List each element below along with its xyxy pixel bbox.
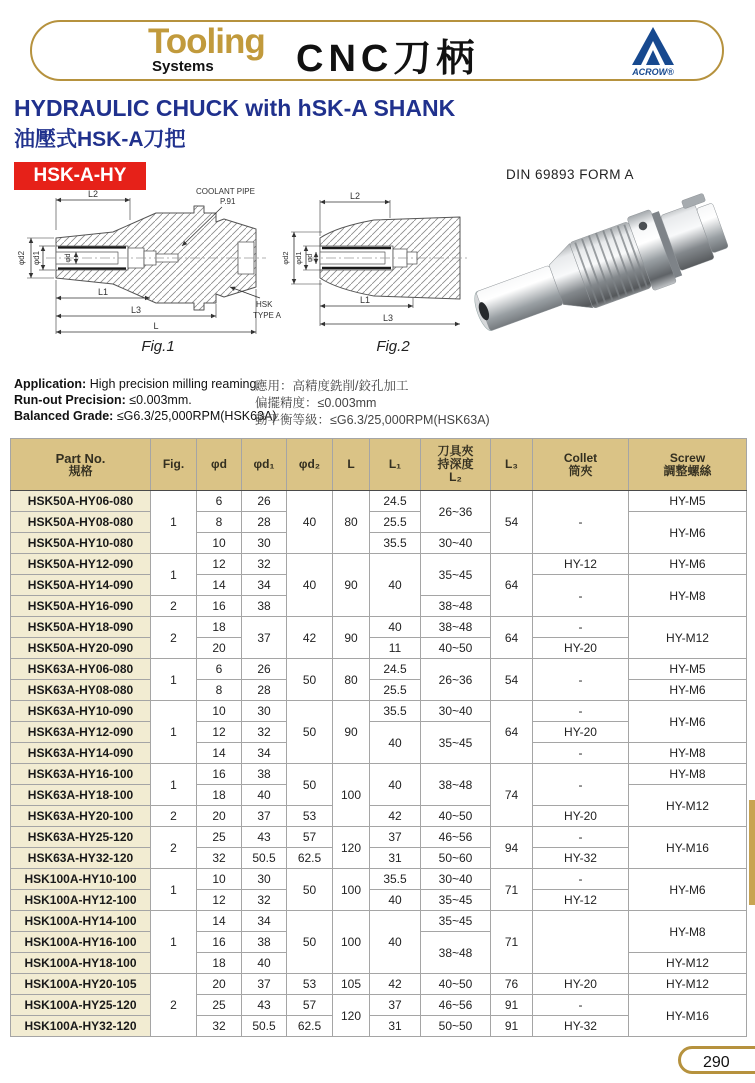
data-cell: 50~50 — [421, 1016, 491, 1037]
data-cell: 105 — [333, 974, 370, 995]
data-cell: 32 — [242, 890, 287, 911]
fig2-dim-L2: L2 — [349, 191, 361, 201]
part-no-cell: HSK63A-HY14-090 — [11, 743, 151, 764]
data-cell: HY-M8 — [629, 743, 747, 764]
data-cell: 20 — [197, 806, 242, 827]
data-cell: 50 — [287, 764, 333, 806]
data-cell: 57 — [287, 827, 333, 848]
data-cell: HY-M6 — [629, 701, 747, 743]
fig1-dim-L: L — [153, 321, 159, 331]
spec-line: Run-out Precision: ≤0.003mm. — [14, 393, 192, 407]
spec-line-zh: 偏擺精度：≤0.003mm — [255, 396, 377, 410]
data-cell: 64 — [491, 701, 533, 764]
data-cell: 35~45 — [421, 890, 491, 911]
fig2-caption: Fig.2 — [376, 338, 410, 355]
din-standard-label: DIN 69893 FORM A — [506, 167, 635, 182]
data-cell: 26 — [242, 659, 287, 680]
data-cell: - — [533, 743, 629, 764]
data-cell: 32 — [197, 848, 242, 869]
part-no-cell: HSK50A-HY10-080 — [11, 533, 151, 554]
data-cell: - — [533, 659, 629, 701]
part-no-cell: HSK63A-HY12-090 — [11, 722, 151, 743]
part-no-cell: HSK63A-HY16-100 — [11, 764, 151, 785]
data-cell: 1 — [151, 869, 197, 911]
data-cell: 38 — [242, 596, 287, 617]
data-cell: 37 — [242, 974, 287, 995]
banner-title: CNC刀柄 — [296, 38, 480, 80]
data-cell: 10 — [197, 701, 242, 722]
data-cell: - — [533, 995, 629, 1016]
table-row — [11, 512, 747, 533]
spec-table — [10, 438, 747, 1037]
header-cell: φd₁ — [242, 439, 287, 491]
data-cell: 37 — [370, 995, 421, 1016]
part-no-cell: HSK50A-HY08-080 — [11, 512, 151, 533]
data-cell: 16 — [197, 764, 242, 785]
header-cell: L — [333, 439, 370, 491]
data-cell: 1 — [151, 491, 197, 554]
data-cell: 40~50 — [421, 638, 491, 659]
table-row — [11, 680, 747, 701]
data-cell: 90 — [333, 701, 370, 764]
part-no-cell: HSK100A-HY18-100 — [11, 953, 151, 974]
data-cell: 35~45 — [421, 722, 491, 764]
data-cell: 40 — [370, 890, 421, 911]
data-cell: 1 — [151, 911, 197, 974]
data-cell: 50 — [287, 911, 333, 974]
data-cell: 76 — [491, 974, 533, 995]
fig1-drawing — [17, 187, 282, 355]
data-cell: 30~40 — [421, 533, 491, 554]
series-badge: HSK-A-HY — [14, 162, 146, 190]
data-cell: 91 — [491, 1016, 533, 1037]
acrow-logo-icon — [627, 25, 679, 77]
spec-notes-zh — [255, 378, 490, 429]
data-cell: 50.5 — [242, 1016, 287, 1037]
part-no-cell: HSK63A-HY06-080 — [11, 659, 151, 680]
header-cell: φd — [197, 439, 242, 491]
data-cell: 62.5 — [287, 848, 333, 869]
data-cell: 53 — [287, 806, 333, 827]
header-cell: L₁ — [370, 439, 421, 491]
fig1-caption: Fig.1 — [141, 338, 175, 355]
fig2-drawing — [281, 191, 468, 355]
data-cell: 32 — [242, 554, 287, 575]
data-cell: 16 — [197, 932, 242, 953]
brand-name: Tooling — [148, 22, 265, 61]
data-cell: 37 — [242, 617, 287, 659]
data-cell: - — [533, 869, 629, 890]
data-cell: 2 — [151, 596, 197, 617]
data-cell: 1 — [151, 764, 197, 806]
data-cell: 40 — [287, 554, 333, 617]
fig2-dim-L1: L1 — [359, 295, 371, 305]
data-cell: 25.5 — [370, 512, 421, 533]
table-row — [11, 827, 747, 848]
data-cell: 12 — [197, 554, 242, 575]
data-cell — [533, 911, 629, 974]
data-cell: 46~56 — [421, 827, 491, 848]
fig1-dim-d: φd — [63, 253, 72, 263]
data-cell: 16 — [197, 596, 242, 617]
data-cell: HY-M12 — [629, 974, 747, 995]
data-cell: HY-M8 — [629, 911, 747, 953]
header-cell: L₃ — [491, 439, 533, 491]
part-no-cell: HSK63A-HY20-100 — [11, 806, 151, 827]
data-cell: 6 — [197, 659, 242, 680]
part-no-cell: HSK100A-HY25-120 — [11, 995, 151, 1016]
data-cell: 18 — [197, 953, 242, 974]
header-cell: Part No. 規格 — [11, 439, 151, 491]
data-cell: 34 — [242, 911, 287, 932]
data-cell: HY-M12 — [629, 785, 747, 827]
spec-line-zh: 應用：高精度銑削/鉸孔加工 — [255, 379, 409, 393]
data-cell: 40 — [242, 953, 287, 974]
fig1-note-hsk: HSK — [256, 300, 273, 309]
data-cell: HY-M12 — [629, 953, 747, 974]
data-cell: 62.5 — [287, 1016, 333, 1037]
data-cell: 30 — [242, 701, 287, 722]
data-cell: 38~48 — [421, 764, 491, 806]
data-cell: 28 — [242, 512, 287, 533]
data-cell: 24.5 — [370, 491, 421, 512]
data-cell: 40 — [370, 911, 421, 974]
table-row — [11, 869, 747, 890]
table-row — [11, 995, 747, 1016]
data-cell: 1 — [151, 554, 197, 596]
spec-line-zh: 動平衡等級：≤G6.3/25,000RPM(HSK63A) — [255, 413, 490, 427]
data-cell: 10 — [197, 869, 242, 890]
data-cell: 40 — [370, 764, 421, 806]
data-cell: 71 — [491, 869, 533, 911]
data-cell: 94 — [491, 827, 533, 869]
technical-drawings — [8, 186, 750, 358]
data-cell: 35.5 — [370, 701, 421, 722]
data-cell: 2 — [151, 827, 197, 869]
data-cell: 40~50 — [421, 974, 491, 995]
data-cell: HY-M5 — [629, 659, 747, 680]
data-cell: 42 — [287, 617, 333, 659]
data-cell: 40 — [370, 554, 421, 617]
data-cell: 35.5 — [370, 533, 421, 554]
data-cell: 71 — [491, 911, 533, 974]
part-no-cell: HSK50A-HY16-090 — [11, 596, 151, 617]
header-cell: Collet 筒夾 — [533, 439, 629, 491]
data-cell: 50 — [287, 869, 333, 911]
data-cell: 31 — [370, 1016, 421, 1037]
data-cell: 43 — [242, 995, 287, 1016]
data-cell: 50 — [287, 701, 333, 764]
data-cell: 35.5 — [370, 869, 421, 890]
data-cell: 57 — [287, 995, 333, 1016]
fig1-note-hsk-type: TYPE A — [253, 311, 282, 320]
fig1-note-coolant-page: P.91 — [220, 197, 236, 206]
data-cell: 54 — [491, 659, 533, 701]
part-no-cell: HSK63A-HY08-080 — [11, 680, 151, 701]
data-cell: 8 — [197, 680, 242, 701]
fig1-dim-d2: φd2 — [17, 250, 26, 266]
data-cell: HY-M6 — [629, 512, 747, 554]
fig1-dim-L3: L3 — [130, 305, 142, 315]
fig1-note-coolant: COOLANT PIPE — [196, 187, 255, 196]
fig2-dim-d: φd — [307, 253, 314, 263]
spec-line: Balanced Grade: ≤G6.3/25,000RPM(HSK63A) — [14, 409, 277, 423]
spec-line: Application: High precision milling reaming. — [14, 377, 260, 391]
data-cell: 8 — [197, 512, 242, 533]
data-cell: 2 — [151, 617, 197, 659]
data-cell: 2 — [151, 974, 197, 1037]
data-cell: 90 — [333, 617, 370, 659]
data-cell: 30 — [242, 869, 287, 890]
data-cell: 30~40 — [421, 701, 491, 722]
part-no-cell: HSK63A-HY25-120 — [11, 827, 151, 848]
data-cell: 28 — [242, 680, 287, 701]
data-cell: - — [533, 827, 629, 848]
data-cell: 50.5 — [242, 848, 287, 869]
data-cell: 40 — [370, 617, 421, 638]
data-cell: 40 — [287, 491, 333, 554]
data-cell: - — [533, 575, 629, 617]
data-cell: 2 — [151, 806, 197, 827]
part-no-cell: HSK100A-HY16-100 — [11, 932, 151, 953]
data-cell: HY-M6 — [629, 869, 747, 911]
part-no-cell: HSK50A-HY06-080 — [11, 491, 151, 512]
page-title: HYDRAULIC CHUCK with hSK-A SHANK — [14, 95, 456, 121]
part-no-cell: HSK100A-HY12-100 — [11, 890, 151, 911]
data-cell: 100 — [333, 764, 370, 827]
data-cell: 11 — [370, 638, 421, 659]
data-cell: 53 — [287, 974, 333, 995]
data-cell: HY-M8 — [629, 764, 747, 785]
data-cell: 25.5 — [370, 680, 421, 701]
part-no-cell: HSK50A-HY18-090 — [11, 617, 151, 638]
fig2-dim-d1: φd1 — [294, 251, 303, 265]
header-cell: Screw 調整螺絲 — [629, 439, 747, 491]
data-cell: 46~56 — [421, 995, 491, 1016]
data-cell: 31 — [370, 848, 421, 869]
data-cell: HY-12 — [533, 554, 629, 575]
data-cell: 26 — [242, 491, 287, 512]
data-cell: 26~36 — [421, 659, 491, 701]
data-cell: 30 — [242, 533, 287, 554]
data-cell: 42 — [370, 974, 421, 995]
header-cell: 刀具夾 持深度 L₂ — [421, 439, 491, 491]
data-cell: 10 — [197, 533, 242, 554]
data-cell: - — [533, 491, 629, 554]
table-row — [11, 911, 747, 932]
data-cell: 6 — [197, 491, 242, 512]
data-cell: 38 — [242, 764, 287, 785]
data-cell: 14 — [197, 575, 242, 596]
part-no-cell: HSK100A-HY20-105 — [11, 974, 151, 995]
data-cell: 120 — [333, 995, 370, 1037]
data-cell: HY-20 — [533, 722, 629, 743]
data-cell: 80 — [333, 491, 370, 554]
data-cell: HY-M5 — [629, 491, 747, 512]
fig1-dim-d1: φd1 — [32, 250, 41, 266]
data-cell: 32 — [242, 722, 287, 743]
data-cell: HY-M16 — [629, 827, 747, 869]
data-cell: HY-M6 — [629, 680, 747, 701]
part-no-cell: HSK100A-HY14-100 — [11, 911, 151, 932]
part-no-cell: HSK50A-HY14-090 — [11, 575, 151, 596]
data-cell: 35~45 — [421, 554, 491, 596]
data-cell: 34 — [242, 743, 287, 764]
table-row — [11, 617, 747, 638]
data-cell: 100 — [333, 869, 370, 911]
table-row — [11, 764, 747, 785]
table-row — [11, 974, 747, 995]
data-cell: 40~50 — [421, 806, 491, 827]
data-cell: 50 — [287, 659, 333, 701]
fig1-dim-L2: L2 — [87, 189, 99, 199]
part-no-cell: HSK63A-HY32-120 — [11, 848, 151, 869]
part-no-cell: HSK50A-HY12-090 — [11, 554, 151, 575]
fig2-dim-L3: L3 — [382, 313, 394, 323]
table-row — [11, 701, 747, 722]
data-cell: HY-20 — [533, 638, 629, 659]
data-cell: 80 — [333, 659, 370, 701]
data-cell: 37 — [370, 827, 421, 848]
header-cell: Fig. — [151, 439, 197, 491]
data-cell: 91 — [491, 995, 533, 1016]
header-cell: φd₂ — [287, 439, 333, 491]
data-cell: 14 — [197, 743, 242, 764]
data-cell: HY-M16 — [629, 995, 747, 1037]
data-cell: HY-32 — [533, 848, 629, 869]
data-cell: 43 — [242, 827, 287, 848]
table-row — [11, 491, 747, 512]
data-cell: 20 — [197, 974, 242, 995]
data-cell: 64 — [491, 617, 533, 659]
data-cell: 50~60 — [421, 848, 491, 869]
data-cell: HY-32 — [533, 1016, 629, 1037]
product-photo — [464, 188, 733, 350]
page-number: 290 — [678, 1046, 755, 1074]
data-cell: HY-M8 — [629, 575, 747, 617]
data-cell: 40 — [370, 722, 421, 764]
data-cell: 1 — [151, 701, 197, 764]
data-cell: HY-M12 — [629, 617, 747, 659]
brand-subname: Systems — [152, 58, 214, 75]
data-cell: 74 — [491, 764, 533, 827]
data-cell: 20 — [197, 638, 242, 659]
data-cell: 14 — [197, 911, 242, 932]
data-cell: 38~48 — [421, 617, 491, 638]
data-cell: 18 — [197, 617, 242, 638]
data-cell: 38 — [242, 932, 287, 953]
data-cell: 26~36 — [421, 491, 491, 533]
part-no-cell: HSK63A-HY10-090 — [11, 701, 151, 722]
data-cell: - — [533, 701, 629, 722]
data-cell: 90 — [333, 554, 370, 617]
logo-text: ACROW® — [632, 67, 674, 77]
part-no-cell: HSK100A-HY10-100 — [11, 869, 151, 890]
data-cell: 32 — [197, 1016, 242, 1037]
part-no-cell: HSK100A-HY32-120 — [11, 1016, 151, 1037]
part-no-cell: HSK50A-HY20-090 — [11, 638, 151, 659]
data-cell: 25 — [197, 995, 242, 1016]
table-row — [11, 659, 747, 680]
data-cell: - — [533, 617, 629, 638]
data-cell: 42 — [370, 806, 421, 827]
table-row — [11, 554, 747, 575]
data-cell: 35~45 — [421, 911, 491, 932]
data-cell: 120 — [333, 827, 370, 869]
part-no-cell: HSK63A-HY18-100 — [11, 785, 151, 806]
data-cell: - — [533, 764, 629, 806]
table-head — [11, 439, 747, 491]
data-cell: HY-M6 — [629, 554, 747, 575]
data-cell: HY-20 — [533, 806, 629, 827]
data-cell: 40 — [242, 785, 287, 806]
data-cell: 34 — [242, 575, 287, 596]
data-cell: 18 — [197, 785, 242, 806]
data-cell: 12 — [197, 890, 242, 911]
page-edge-tab — [749, 800, 755, 905]
data-cell: 37 — [242, 806, 287, 827]
data-cell: 30~40 — [421, 869, 491, 890]
spec-notes-en — [14, 376, 277, 424]
data-cell: HY-12 — [533, 890, 629, 911]
fig2-dim-d2: φd2 — [281, 251, 290, 265]
data-cell: 38~48 — [421, 596, 491, 617]
data-cell: 1 — [151, 659, 197, 701]
data-cell: 100 — [333, 911, 370, 974]
data-cell: 64 — [491, 554, 533, 617]
data-cell: 24.5 — [370, 659, 421, 680]
fig1-dim-L1: L1 — [97, 287, 109, 297]
data-cell: 54 — [491, 491, 533, 554]
data-cell: 25 — [197, 827, 242, 848]
page-title-zh: 油壓式HSK-A刀把 — [14, 128, 186, 151]
table-body — [11, 491, 747, 1037]
data-cell: HY-20 — [533, 974, 629, 995]
data-cell: 12 — [197, 722, 242, 743]
data-cell: 38~48 — [421, 932, 491, 974]
